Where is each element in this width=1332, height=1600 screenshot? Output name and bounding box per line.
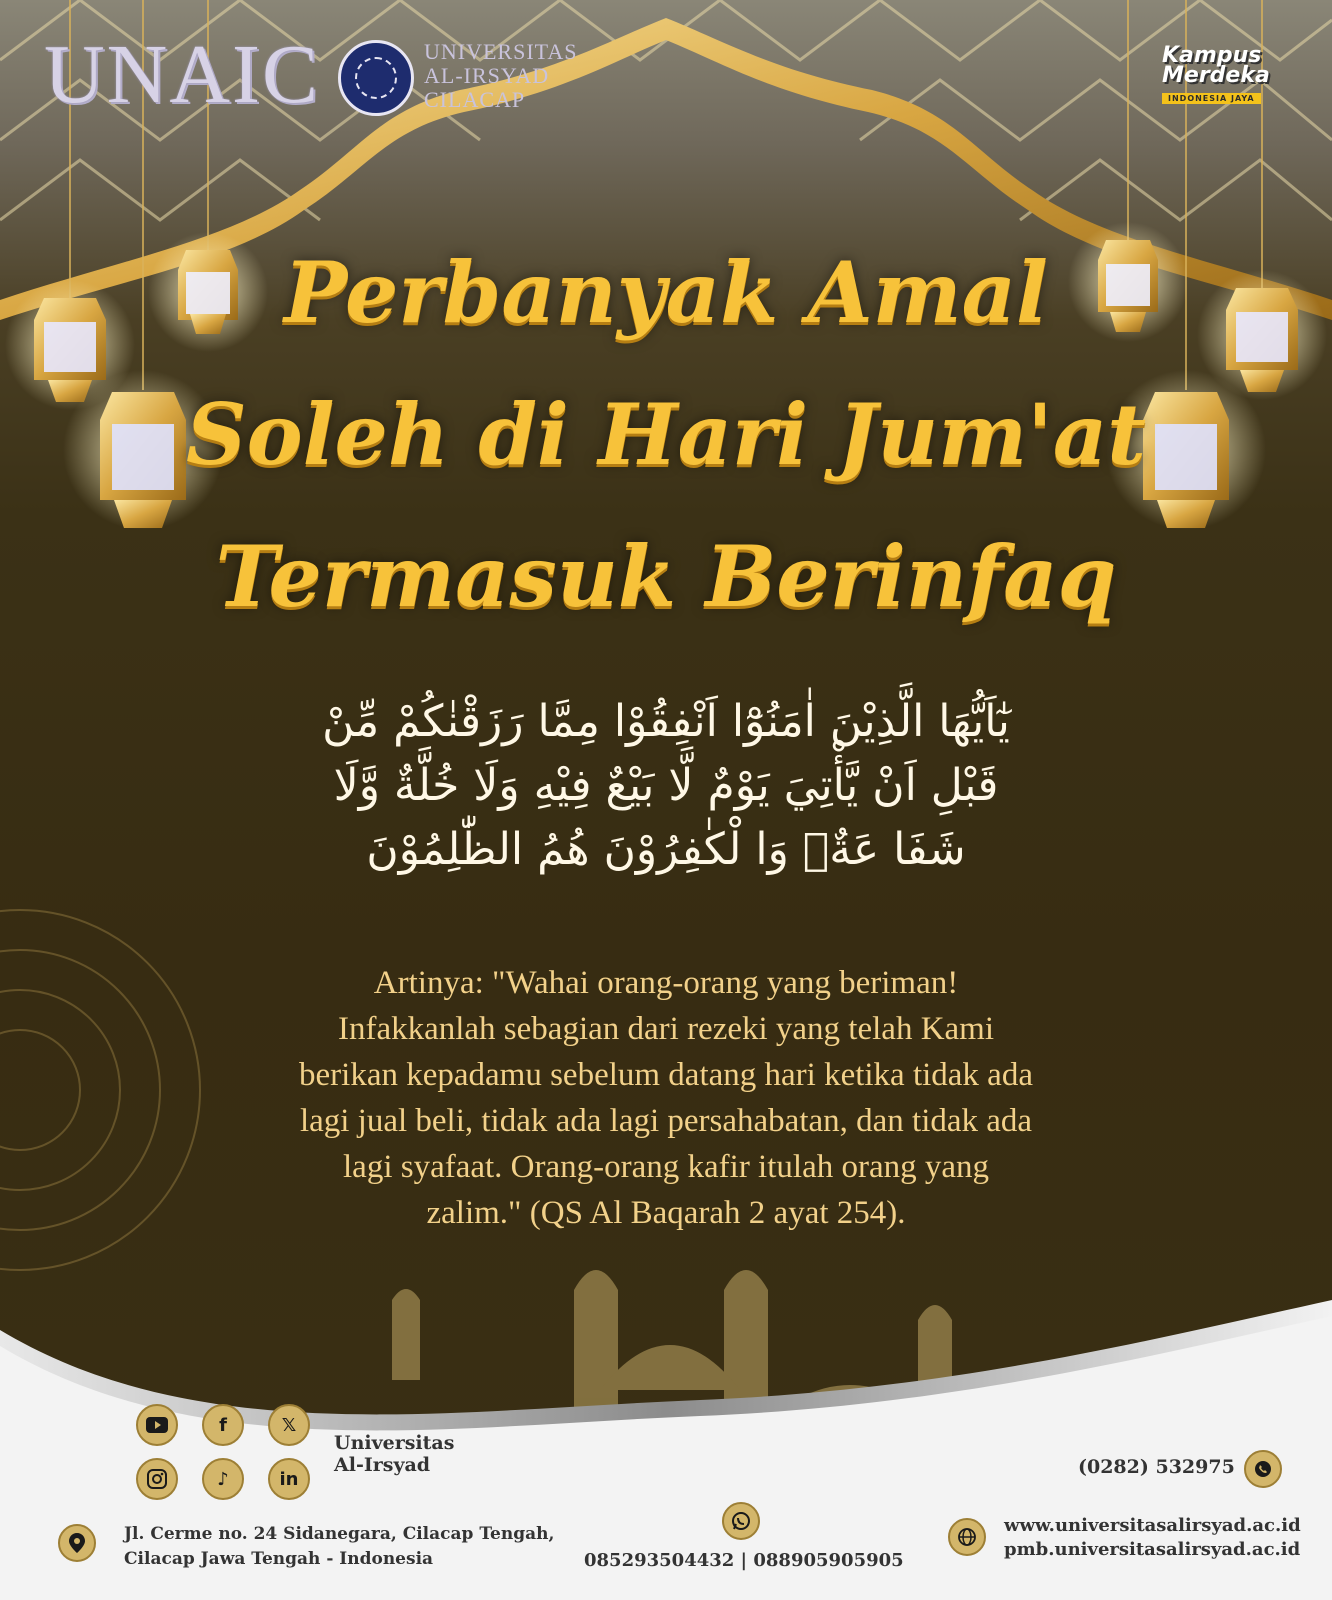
location-pin-icon xyxy=(58,1524,96,1562)
km-line-1: Kampus xyxy=(1162,43,1262,68)
linkedin-icon[interactable]: in xyxy=(268,1458,310,1500)
title-line-1: Perbanyak Amal xyxy=(284,243,1048,342)
address xyxy=(124,1522,554,1572)
footer-university-name xyxy=(334,1432,454,1476)
phone-icon xyxy=(1244,1450,1282,1488)
unaic-logo-text: UNAIC xyxy=(44,28,320,121)
social-icons xyxy=(132,1400,322,1510)
instagram-icon[interactable] xyxy=(136,1458,178,1500)
whatsapp-icon xyxy=(722,1502,760,1540)
title-line-3: Termasuk Berinfaq xyxy=(215,527,1117,626)
arabic-line-2: قَبْلِ اَنْ يَّأْتِيَ يَوْمٌ لَّا بَيْعٌ فِيْهِ وَلَا خُلَّةٌ وَّلَا xyxy=(333,760,999,811)
translation-line-1: Artinya: "Wahai orang-orang yang beriman! xyxy=(373,965,959,1001)
footer-uni-line-1: Universitas xyxy=(334,1432,455,1454)
arabic-line-3: شَفَا عَةٌۗ وَا لْكٰفِرُوْنَ هُمُ الظّٰلِمُوْنَ xyxy=(366,824,966,875)
globe-icon xyxy=(948,1518,986,1556)
translation-line-6: zalim." (QS Al Baqarah 2 ayat 254). xyxy=(426,1195,906,1231)
website-link-pmb[interactable]: pmb.universitasalirsyad.ac.id xyxy=(1004,1539,1301,1560)
tiktok-icon[interactable]: ♪ xyxy=(202,1458,244,1500)
arabic-line-1: يٰٓاَيُّهَا الَّذِيْنَ اٰمَنُوْٓا اَنْفِقُوْا مِمَّا رَزَقْنٰكُمْ مِّنْ xyxy=(322,696,1010,747)
footer-uni-line-2: Al-Irsyad xyxy=(334,1454,431,1476)
mandala-ornament xyxy=(0,910,200,1270)
arabic-verse xyxy=(240,690,1092,882)
x-icon[interactable]: 𝕏 xyxy=(268,1404,310,1446)
phone-number[interactable]: (0282) 532975 xyxy=(1078,1456,1235,1478)
address-line-1: Jl. Cerme no. 24 Sidanegara, Cilacap Tengah, xyxy=(124,1524,555,1544)
translation-line-3: berikan kepadamu sebelum datang hari ketika tidak ada xyxy=(299,1057,1033,1093)
university-name xyxy=(424,40,577,112)
km-line-2: Merdeka xyxy=(1162,63,1270,88)
kampus-merdeka-subtitle: INDONESIA JAYA xyxy=(1162,93,1261,104)
university-name-line-2: AL-IRSYAD xyxy=(424,63,550,88)
translation-line-4: lagi jual beli, tidak ada lagi persahabatan, dan tidak ada xyxy=(299,1103,1033,1139)
websites xyxy=(1004,1514,1301,1562)
university-emblem-icon xyxy=(338,40,414,116)
title-line-2: Soleh di Hari Jum'at xyxy=(185,385,1147,484)
translation-line-2: Infakkanlah sebagian dari rezeki yang telah Kami xyxy=(337,1011,995,1047)
kampus-merdeka-logo xyxy=(1162,43,1280,103)
facebook-icon[interactable]: f xyxy=(202,1404,244,1446)
university-name-line-3: CILACAP xyxy=(424,87,526,112)
website-link-main[interactable]: www.universitasalirsyad.ac.id xyxy=(1004,1515,1301,1536)
university-name-line-1: UNIVERSITAS xyxy=(424,39,578,64)
whatsapp-numbers[interactable]: 085293504432 | 088905905905 xyxy=(584,1550,904,1571)
youtube-icon[interactable] xyxy=(136,1404,178,1446)
verse-translation xyxy=(210,960,1122,1236)
address-line-2: Cilacap Jawa Tengah - Indonesia xyxy=(124,1549,434,1569)
page-title xyxy=(180,222,1152,648)
translation-line-5: lagi syafaat. Orang-orang kafir itulah orang yang xyxy=(343,1149,989,1185)
kampus-merdeka-title xyxy=(1162,43,1280,88)
